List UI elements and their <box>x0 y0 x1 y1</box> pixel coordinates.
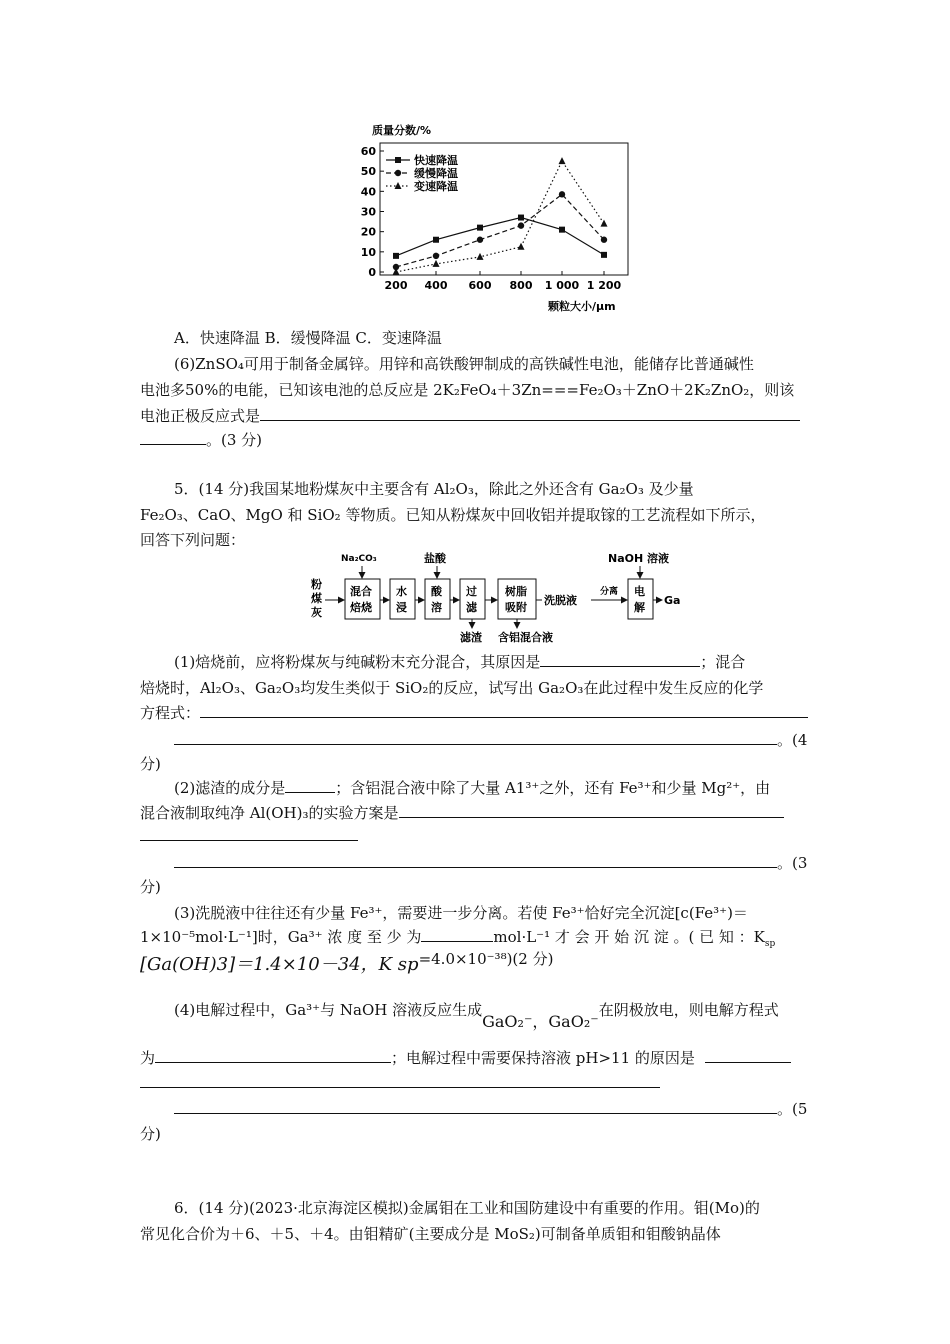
data-point-square <box>601 252 607 258</box>
series-line <box>396 194 604 267</box>
particle-size-chart <box>350 118 640 316</box>
flow-reagent-hcl: 盐酸 <box>424 552 446 565</box>
data-point-circle <box>518 222 524 228</box>
q4-p6-prompt: 电池正极反应式是 <box>140 407 261 425</box>
data-point-square <box>518 215 524 221</box>
answer-blank[interactable] <box>174 730 777 745</box>
answer-blank[interactable] <box>140 1073 660 1088</box>
q5-p4-gao2: GaO₂⁻，GaO₂⁻ <box>482 1012 599 1031</box>
y-tick-label: 40 <box>360 185 376 199</box>
q6-text-b: )金属钼在工业和国防建设中有重要的作用。钼(Mo)的 <box>402 1199 760 1217</box>
data-point-triangle <box>433 260 440 267</box>
answer-blank[interactable] <box>260 406 800 421</box>
chart-xlabel: 颗粒大小/μm <box>548 300 616 313</box>
legend-label: 缓慢降温 <box>414 167 458 180</box>
flow-eluate: 洗脱液 <box>544 594 577 607</box>
q5-p2-line4 <box>174 853 812 873</box>
q5-p2-line3 <box>140 826 812 846</box>
q5-p1-text-c: 方程式： <box>140 704 201 722</box>
data-point-triangle <box>559 157 566 164</box>
data-point-square <box>559 227 565 233</box>
y-tick-label: 30 <box>360 205 376 219</box>
q5-p1-line2: 焙烧时，Al₂O₃、Ga₂O₃均发生类似于 SiO₂的反应，试写出 Ga₂O₃在此过程中发生反应的化学 <box>140 679 764 697</box>
q5-line1: 5．(14 分)我国某地粉煤灰中主要含有 Al₂O₃，除此之外还含有 Ga₂O₃ 及少量 <box>174 480 694 498</box>
data-point-circle <box>433 253 439 259</box>
q5-line3: 回答下列问题： <box>140 531 246 549</box>
q5-p1-line4 <box>174 730 812 750</box>
answer-blank[interactable] <box>285 778 335 793</box>
y-tick-label: 60 <box>360 145 376 158</box>
q5-p1-line3 <box>140 703 812 723</box>
data-point-circle <box>395 170 401 176</box>
q5-p1-line1 <box>174 652 812 672</box>
q6-line1 <box>174 1198 812 1218</box>
data-point-square <box>433 237 439 243</box>
flow-box-label-bottom: 吸附 <box>505 601 527 614</box>
data-point-square <box>395 157 401 163</box>
x-tick-label: 400 <box>424 279 448 292</box>
x-tick-label: 800 <box>509 279 533 292</box>
q5-line2: Fe₂O₃、CaO、MgO 和 SiO₂ 等物质。已知从粉煤灰中回收铝并提取镓的工艺流程如下所示， <box>140 506 766 524</box>
q6-source: 北京海淀区模拟 <box>297 1199 403 1217</box>
y-tick-label: 50 <box>360 165 376 179</box>
q5-p4-line5: 分) <box>140 1125 161 1143</box>
q4-p6-line4 <box>140 430 812 450</box>
answer-blank[interactable] <box>174 853 777 868</box>
x-tick-label: 600 <box>468 279 492 292</box>
q5-p4-line3 <box>140 1073 812 1093</box>
flow-box-label-bottom: 溶 <box>431 601 442 614</box>
flow-box-label-bottom: 浸 <box>396 601 407 614</box>
q5-p2-line1 <box>174 778 812 798</box>
q5-p4-text-c: 为 <box>140 1049 156 1067</box>
q5-p2-line2 <box>140 803 812 823</box>
flow-arrow-separate: 分离 <box>600 587 619 597</box>
q5-p4-text-b: 在阴极放电，则电解方程式 <box>598 1001 779 1019</box>
flow-end-ga: Ga <box>664 594 681 607</box>
q4-p6-line1: (6)ZnSO₄可用于制备金属锌。用锌和高铁酸钾制成的高铁碱性电池，能储存比普通碱性 <box>174 355 754 373</box>
flow-box-label-top: 水 <box>396 585 407 598</box>
data-point-triangle <box>601 220 608 227</box>
x-tick-label: 1 000 <box>544 279 580 292</box>
data-point-triangle <box>393 268 400 275</box>
ksp-subscript: sp <box>764 939 776 949</box>
q5-p4-text-d: ；电解过程中需要保持溶液 pH>11 的原因是 <box>391 1049 695 1067</box>
x-tick-label: 200 <box>384 279 408 292</box>
data-point-triangle <box>518 243 525 250</box>
flow-reagent-naoh: NaOH 溶液 <box>608 552 670 565</box>
flow-box-label-top: 过 <box>466 585 477 598</box>
q5-p1-text-b: ；混合 <box>700 653 746 671</box>
y-tick-label: 10 <box>360 245 376 259</box>
q5-p4-text-a: (4)电解过程中，Ga³⁺与 NaOH 溶液反应生成 <box>174 1001 483 1019</box>
q5-p4-score: 。(5 <box>777 1100 808 1118</box>
answer-blank[interactable] <box>140 430 206 445</box>
flow-box-label-bottom: 焙烧 <box>350 601 372 614</box>
q5-p1-text-a: (1)焙烧前，应将粉煤灰与纯碱粉末充分混合，其原因是 <box>174 653 541 671</box>
q4-options: A．快速降温 B．缓慢降温 C．变速降温 <box>174 329 442 347</box>
q5-p2-text-b: ；含铝混合液中除了大量 A1³⁺之外，还有 Fe³⁺和少量 Mg²⁺，由 <box>335 779 771 797</box>
flow-reagent-na2co3: Na₂CO₃ <box>341 554 377 564</box>
flow-start-char2: 煤 <box>311 592 322 605</box>
q5-p2-line5: 分) <box>140 878 161 896</box>
data-point-circle <box>601 237 607 243</box>
flow-start-char1: 粉 <box>311 578 322 591</box>
data-point-circle <box>559 191 565 197</box>
answer-blank[interactable] <box>540 652 700 667</box>
q5-p3-line1: (3)洗脱液中往往还有少量 Fe³⁺，需要进一步分离。若使 Fe³⁺恰好完全沉淀[c(Fe³⁺)＝ <box>174 904 748 922</box>
legend-label: 快速降温 <box>414 154 458 167</box>
q4-p6-line3 <box>140 406 812 426</box>
answer-blank[interactable] <box>155 1048 391 1063</box>
data-point-triangle <box>477 253 484 260</box>
q4-p6-line2: 电池多50%的电能，已知该电池的总反应是 2K₂FeO₄＋3Zn===Fe₂O₃＋ZnO＋2K₂ZnO₂，则该 <box>140 381 795 399</box>
data-point-square <box>393 253 399 259</box>
flow-box-label-top: 混合 <box>350 585 372 598</box>
flow-start-char3: 灰 <box>311 606 322 619</box>
q5-p4-line1 <box>174 1000 812 1031</box>
data-point-circle <box>477 237 483 243</box>
q5-p3-text-c: =4.0×10⁻³⁸)(2 分) <box>418 950 554 968</box>
flow-output-residue: 滤渣 <box>460 631 482 644</box>
q5-p2-text-a: (2)滤渣的成分是 <box>174 779 286 797</box>
legend-label: 变速降温 <box>414 180 458 193</box>
q6-line2: 常见化合价为＋6、＋5、＋4。由钼精矿(主要成分是 MoS₂)可制备单质钼和钼酸钠晶体 <box>140 1225 721 1243</box>
answer-blank[interactable] <box>140 826 358 841</box>
answer-blank[interactable] <box>705 1048 791 1063</box>
q5-p1-score: 。(4 <box>777 731 808 749</box>
chart-ylabel: 质量分数/% <box>372 124 432 137</box>
answer-blank[interactable] <box>200 703 808 718</box>
q6-text-a: 6．(14 分)(2023· <box>174 1199 298 1217</box>
flow-box-label-top: 树脂 <box>505 585 527 598</box>
flow-output-al-solution: 含铝混合液 <box>498 631 553 644</box>
q5-p3-text-a: 1×10⁻⁵mol·L⁻¹]时，Ga³⁺ 浓 度 至 少 为 <box>140 928 422 946</box>
x-tick-label: 1 200 <box>586 279 622 292</box>
answer-blank[interactable] <box>174 1099 777 1114</box>
q5-p2-text-c: 混合液制取纯净 Al(OH)₃的实验方案是 <box>140 804 399 822</box>
series-line <box>396 218 604 256</box>
q5-p1-line5: 分) <box>140 755 161 773</box>
q5-p3-text-b: mol·L⁻¹ 才 会 开 始 沉 淀 。( 已 知 ：K <box>493 928 765 946</box>
y-tick-label: 20 <box>360 225 376 239</box>
flow-box-label-top: 电 <box>634 585 645 598</box>
q5-p4-line2 <box>140 1048 812 1068</box>
q5-p2-score: 。(3 <box>777 854 808 872</box>
y-tick-label: 0 <box>368 266 376 279</box>
q5-p3-line3 <box>140 950 812 975</box>
q5-p4-line4 <box>174 1099 812 1119</box>
answer-blank[interactable] <box>421 927 493 942</box>
data-point-square <box>477 225 483 231</box>
flow-box-label-bottom: 滤 <box>466 601 477 614</box>
flow-box-label-top: 酸 <box>431 585 442 598</box>
q5-p3-formula: [Ga(OH)3]＝1.4×10－34，K sp <box>140 954 419 975</box>
flow-box-label-bottom: 解 <box>634 601 645 614</box>
answer-blank[interactable] <box>399 803 784 818</box>
data-point-triangle <box>395 182 402 189</box>
process-flow-diagram <box>300 548 690 646</box>
q4-p6-score: 。(3 分) <box>206 431 263 449</box>
